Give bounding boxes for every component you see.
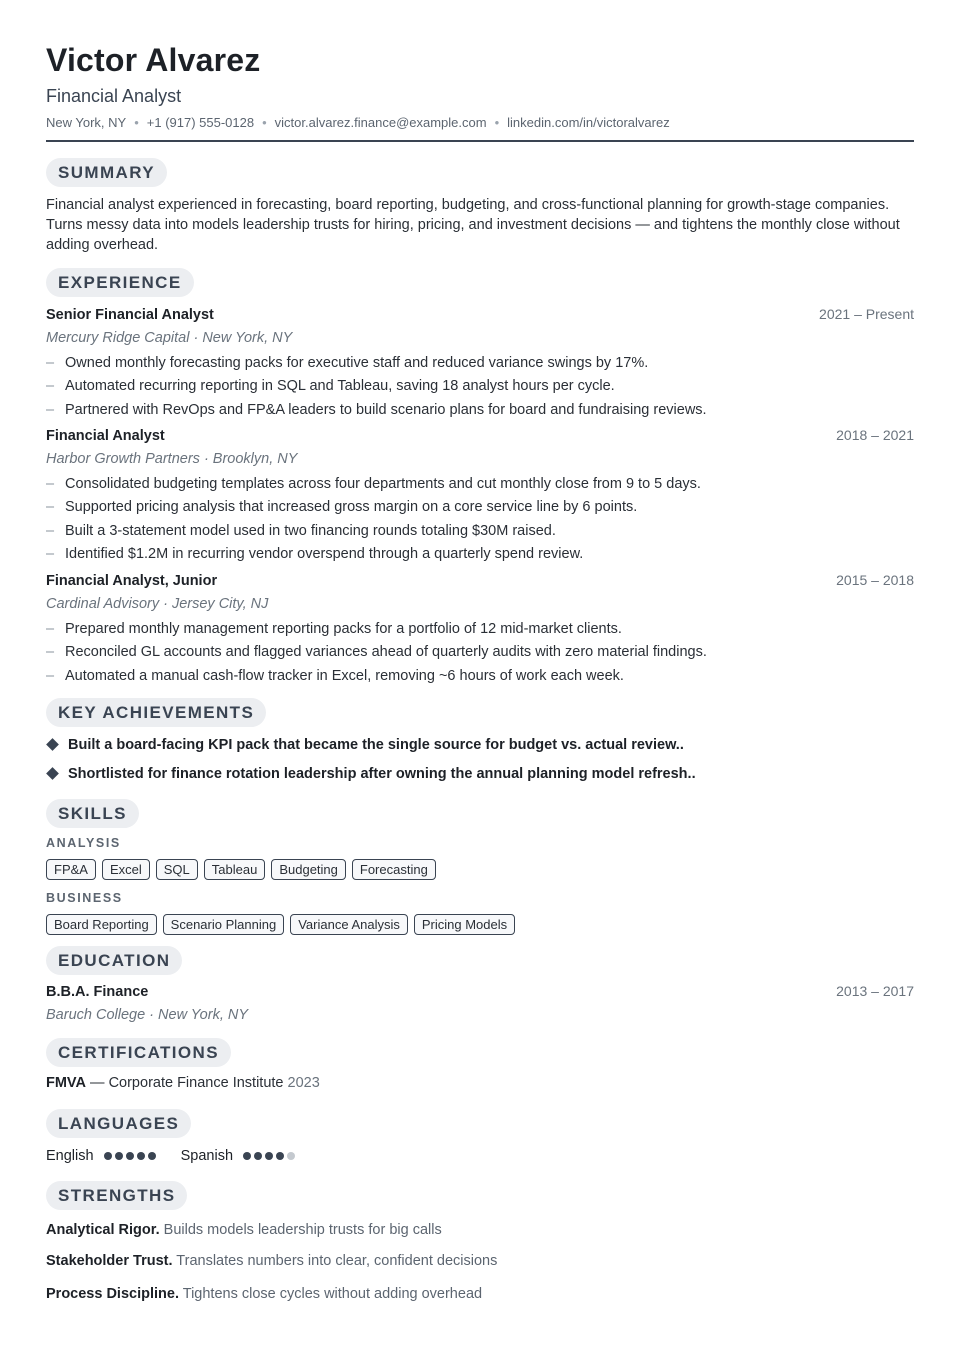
experience-section bbox=[46, 268, 914, 297]
job-bullet: – Consolidated budgeting templates across four departments and cut monthly close from 9 to 5 days. bbox=[46, 473, 914, 496]
achievement-item: Built a board-facing KPI pack that became the single source for budget vs. actual review.. bbox=[46, 735, 914, 764]
filled-dot-icon bbox=[137, 1152, 145, 1160]
skill-chip: Excel bbox=[102, 859, 150, 880]
dash-icon: – bbox=[46, 522, 55, 539]
job-bullet: – Built a 3-statement model used in two financing rounds totaling $30M raised. bbox=[46, 520, 914, 543]
job-bullet: – Supported pricing analysis that increased gross margin on a core service line by 6 points. bbox=[46, 496, 914, 519]
header-divider bbox=[46, 140, 914, 142]
skill-chip: Pricing Models bbox=[414, 914, 515, 935]
dash-icon: – bbox=[46, 355, 55, 371]
school: Baruch College · New York, NY bbox=[46, 1007, 249, 1023]
language-name: Spanish bbox=[180, 1148, 234, 1164]
strength-text: Tightens close cycles without adding overhead bbox=[182, 1286, 483, 1302]
skill-category: ANALYSIS bbox=[46, 836, 121, 850]
skill-chip: Forecasting bbox=[352, 859, 436, 880]
filled-dot-icon bbox=[148, 1152, 156, 1160]
job-bullet: – Owned monthly forecasting packs for executive staff and reduced variance swings by 17%. bbox=[46, 352, 914, 375]
job-title: Financial Analyst, Junior bbox=[46, 573, 218, 589]
education-dates: 2013 – 2017 bbox=[836, 983, 914, 999]
achievement-item: Shortlisted for finance rotation leadership after owning the annual planning model refresh.. bbox=[46, 764, 914, 793]
strength-text: Translates numbers into clear, confident decisions bbox=[176, 1253, 498, 1269]
language-item bbox=[46, 1148, 159, 1164]
job-org: Mercury Ridge Capital · New York, NY bbox=[46, 330, 293, 346]
job-bullet: – Automated a manual cash-flow tracker in Excel, removing ~6 hours of work each week. bbox=[46, 665, 914, 688]
strength-label: Analytical Rigor. bbox=[46, 1222, 160, 1238]
filled-dot-icon bbox=[104, 1152, 112, 1160]
skill-category: BUSINESS bbox=[46, 891, 123, 905]
filled-dot-icon bbox=[243, 1152, 251, 1160]
skill-chip: FP&A bbox=[46, 859, 96, 880]
dash-icon: – bbox=[46, 621, 55, 637]
job-title: Senior Financial Analyst bbox=[46, 307, 214, 323]
strength-text: Builds models leadership trusts for big calls bbox=[163, 1222, 442, 1238]
summary-heading: SUMMARY bbox=[46, 158, 167, 187]
skills-section bbox=[46, 799, 914, 936]
contact-linkedin[interactable]: linkedin.com/in/victoralvarez bbox=[507, 115, 670, 130]
job-dates: 2018 – 2021 bbox=[836, 427, 914, 443]
job-title: Financial Analyst bbox=[46, 428, 165, 444]
certification-item bbox=[46, 1075, 914, 1091]
job-entry bbox=[46, 572, 914, 688]
education-heading: EDUCATION bbox=[46, 946, 182, 975]
job-dates: 2015 – 2018 bbox=[836, 572, 914, 588]
dash-icon: – bbox=[46, 667, 55, 684]
job-dates: 2021 – Present bbox=[819, 306, 914, 322]
dash-icon: – bbox=[46, 378, 55, 395]
filled-dot-icon bbox=[126, 1152, 134, 1160]
diamond-icon bbox=[46, 767, 59, 780]
skill-chip: Board Reporting bbox=[46, 914, 157, 935]
diamond-icon bbox=[46, 738, 59, 751]
skill-chip: Budgeting bbox=[271, 859, 346, 880]
certifications-heading: CERTIFICATIONS bbox=[46, 1038, 231, 1067]
skill-chip: SQL bbox=[156, 859, 198, 880]
contact-email[interactable]: victor.alvarez.finance@example.com bbox=[274, 115, 487, 130]
job-bullet: – Reconciled GL accounts and flagged variances ahead of quarterly audits with zero material findings. bbox=[46, 641, 914, 664]
job-org: Harbor Growth Partners · Brooklyn, NY bbox=[46, 451, 298, 467]
strengths-heading: STRENGTHS bbox=[46, 1181, 187, 1210]
certification-issuer: — Corporate Finance Institute bbox=[86, 1075, 284, 1091]
proficiency-dots bbox=[104, 1148, 159, 1164]
empty-dot-icon bbox=[287, 1152, 295, 1160]
skill-chip: Tableau bbox=[204, 859, 266, 880]
candidate-name: Victor Alvarez bbox=[46, 42, 261, 78]
achievements-heading: KEY ACHIEVEMENTS bbox=[46, 698, 266, 727]
contact-separator: • bbox=[262, 115, 267, 130]
candidate-title: Financial Analyst bbox=[46, 86, 182, 106]
job-org: Cardinal Advisory · Jersey City, NJ bbox=[46, 596, 269, 612]
filled-dot-icon bbox=[254, 1152, 262, 1160]
language-name: English bbox=[46, 1148, 94, 1164]
skills-heading: SKILLS bbox=[46, 799, 139, 828]
job-bullet: – Automated recurring reporting in SQL and Tableau, saving 18 analyst hours per cycle. bbox=[46, 375, 914, 398]
contact-separator: • bbox=[134, 115, 139, 130]
language-item bbox=[181, 1148, 298, 1164]
dash-icon: – bbox=[46, 401, 55, 418]
proficiency-dots bbox=[243, 1148, 298, 1164]
summary-text: Financial analyst experienced in forecasting, board reporting, budgeting, and cross-functional planning for growth-stage companies. Turns messy data into models leadership trusts for hiring, pricing, and investment decisions — and tightens the monthly close without adding overhead. bbox=[46, 197, 900, 253]
skill-chip-list bbox=[46, 859, 914, 881]
achievements-section bbox=[46, 698, 914, 793]
language-list bbox=[46, 1148, 914, 1164]
filled-dot-icon bbox=[276, 1152, 284, 1160]
contact-location: New York, NY bbox=[46, 115, 127, 130]
strengths-section bbox=[46, 1181, 914, 1210]
skill-chip: Variance Analysis bbox=[290, 914, 408, 935]
job-bullet: – Prepared monthly management reporting packs for a portfolio of 12 mid-market clients. bbox=[46, 618, 914, 641]
languages-heading: LANGUAGES bbox=[46, 1109, 191, 1138]
certification-year: 2023 bbox=[287, 1075, 320, 1091]
dash-icon: – bbox=[46, 545, 55, 562]
strength-item bbox=[46, 1222, 914, 1238]
strength-label: Stakeholder Trust. bbox=[46, 1253, 173, 1269]
contact-separator: • bbox=[494, 115, 500, 130]
dash-icon: – bbox=[46, 644, 55, 661]
contact-phone: +1 (917) 555-0128 bbox=[146, 115, 255, 130]
certifications-section bbox=[46, 1038, 914, 1091]
strength-item bbox=[46, 1253, 914, 1269]
degree: B.B.A. Finance bbox=[46, 984, 149, 1000]
job-bullet: – Partnered with RevOps and FP&A leaders to build scenario plans for board and fundraising reviews. bbox=[46, 399, 914, 422]
certification-name: FMVA bbox=[46, 1075, 87, 1091]
summary-section bbox=[46, 158, 914, 255]
languages-section bbox=[46, 1109, 914, 1164]
job-bullet: – Identified $1.2M in recurring vendor overspend through a quarterly spend review. bbox=[46, 543, 914, 566]
job-entry bbox=[46, 427, 914, 566]
skill-chip: Scenario Planning bbox=[163, 914, 285, 935]
filled-dot-icon bbox=[115, 1152, 123, 1160]
strength-item bbox=[46, 1286, 914, 1302]
education-section bbox=[46, 946, 914, 1026]
dash-icon: – bbox=[46, 499, 55, 516]
strength-label: Process Discipline. bbox=[46, 1286, 179, 1302]
dash-icon: – bbox=[46, 476, 55, 492]
experience-heading: EXPERIENCE bbox=[46, 268, 194, 297]
job-entry bbox=[46, 306, 914, 422]
contact-line bbox=[46, 115, 670, 130]
skill-chip-list bbox=[46, 914, 914, 936]
filled-dot-icon bbox=[265, 1152, 273, 1160]
